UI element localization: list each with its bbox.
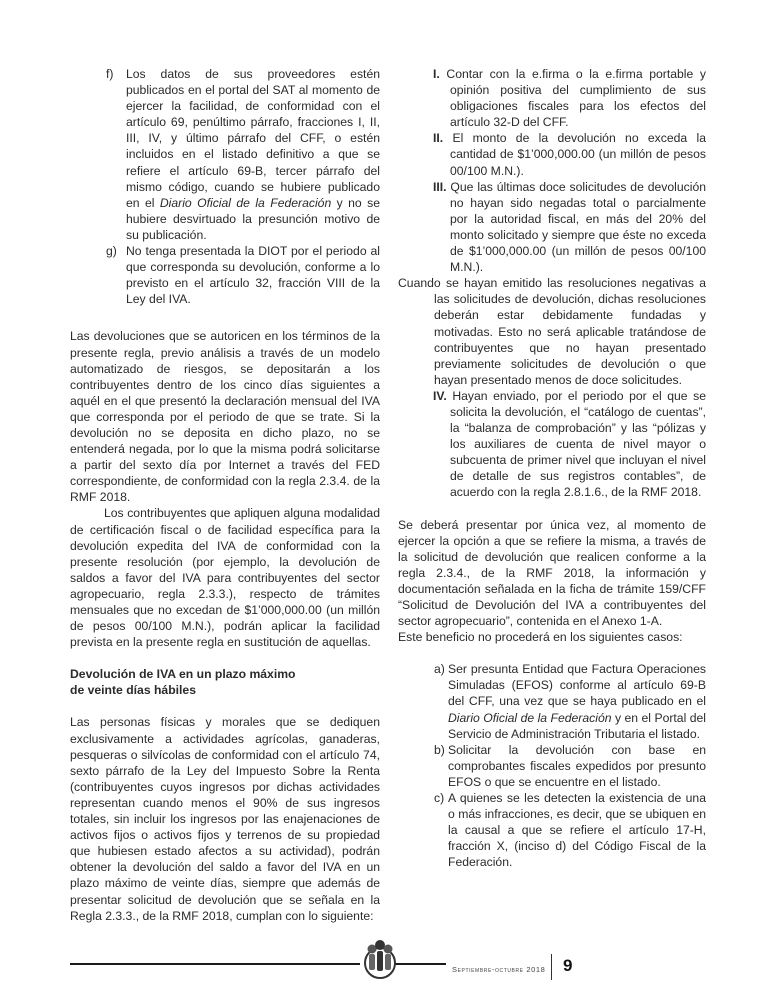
list-item-II [398,130,706,178]
list-item-c [398,790,706,870]
list-item-text: A quienes se les detecten la existencia de una o más infracciones, es decir, que se ubiquen en la causal a que se refiere el artículo 17-H, fracción X, (inciso d) del Código Fiscal de la Federación. [448,791,706,870]
list-item-text: No tenga presentada la DIOT por el periodo al que corresponda su devolución, conforme a lo previsto en el artículo 32, fracción VIII de la Ley del IVA. [126,244,380,307]
paragraph: Se deberá presentar por única vez, al momento de ejercer la opción a que se refiere la misma, a través de la solicitud de devolución que realicen conforme a la regla 2.3.4., de la RMF 2018, la información y documentación señalada en la ficha de trámite 159/CFF “Solicitud de Devolución del IVA a contribuyentes del sector agropecuario”, contenida en el Anexo 1-A. [398,517,706,629]
list-item-text: Que las últimas doce solicitudes de devolución no hayan sido negadas total o parcialmente por la autoridad fiscal, en más del 20% del monto solicitado y siempre que éste no exceda de $1’000,000.00 (un millón de pesos 00/100 M.N.). [450,179,706,275]
list-marker: g) [106,244,117,259]
list-item-text: Hayan enviado, por el periodo por el que se solicita la devolución, el “catálogo de cuentas”, la “balanza de comprobación” y las “pólizas y los auxiliares de cuenta de nivel mayor o subcuenta de primer nivel que incluyan el nivel de detalle de sus registros contables”, de acuerdo con la regla 2.8.1.6., de la RMF 2018. [450,388,706,500]
list-marker: III. [433,179,447,194]
list-item-g [70,243,380,307]
list-marker: f) [106,67,114,81]
right-column [398,66,706,871]
list-item-text: Solicitar la devolución con base en comprobantes fiscales expedidos por presunto EFOS o que se encuentre en el listado. [448,742,706,789]
section-heading: Devolución de IVA en un plazo máximo de veinte días hábiles [70,667,296,698]
footer-date: Septiembre-octubre 2018 [452,965,546,974]
list-marker: c) [434,791,445,806]
list-marker: I. [433,67,440,81]
list-item-a [398,661,706,741]
paragraph: Los contribuyentes que apliquen alguna modalidad de certificación fiscal o de facilidad específica para la devolución expedita del IVA de conformidad con la presente resolución (por ejemplo, la devolución de saldos a favor del IVA para contribuyentes del sector agropecuario, regla 2.3.3.), respecto de trámites mensuales que no excedan de $1’000,000.00 (un millón de pesos 00/100 M.N.), podrán aplicar la facilidad prevista en la presente regla en sustitución de aquellas. [70,506,380,650]
note-paragraph: Cuando se hayan emitido las resoluciones negativas a las solicitudes de devolución, dichas resoluciones deberán estar debidamente fundadas y motivadas. Esto no será aplicable tratándose de contribuyentes que no hayan presentado previamente solicitudes de devolución o que hayan presentado menos de doce solicitudes. [398,276,706,387]
left-column [70,66,380,924]
paragraph: Las devoluciones que se autoricen en los términos de la presente regla, previo análisis a través de un modelo automatizado de riesgos, se depositarán a los contribuyentes dentro de los cinco días siguientes a aquél en el que presentó la declaración mensual del IVA que corresponda por el periodo de que se trate. Si la devolución no se deposita en dicho plazo, no se entenderá negada, por lo que la misma podrá solicitarse a partir del sexto día por Internet a través del FED correspondiente, de conformidad con la regla 2.3.4. de la RMF 2018. [70,329,380,505]
list-item-text: Contar con la e.firma o la e.firma portable y opinión positiva del cumplimiento de sus obligaciones fiscales para los efectos del artículo 32-D del CFF. [446,67,706,130]
footer-separator [551,954,552,980]
list-item-text: Los datos de sus proveedores estén publicados en el portal del SAT al momento de ejercer la facilidad, de conformidad con el artículo 69, penúltimo párrafo, fracciones I, II, III, IV, y último párrafo del CFF, o estén incluidos en el listado definitivo a que se refiere el artículo 69-B, tercer párrafo del mismo código, cuando se hubiere publicado en el Diario Oficial de la Federación y no se hubiere desvirtuado la presunción motivo de su publicación. [126,67,380,242]
list-marker: b) [434,742,445,757]
list-marker: IV. [433,388,447,403]
list-item-IV [398,388,706,501]
list-item-b [398,742,706,790]
paragraph: Este beneficio no procederá en los siguientes casos: [398,630,683,645]
page-number: 9 [563,956,573,975]
list-item-III [398,179,706,276]
list-item-I [398,66,706,130]
list-item-f [70,66,380,243]
list-item-text: Ser presunta Entidad que Factura Operaciones Simuladas (EFOS) conforme al artículo 69-B del CFF, una vez que se haya publicado en el Diario Oficial de la Federación y en el Portal del Servicio de Administración Tributaria el listado. [448,662,706,741]
list-marker: II. [433,131,444,146]
list-item-text: El monto de la devolución no exceda la cantidad de $1’000,000.00 (un millón de pesos 00/100 M.N.). [450,131,706,178]
list-marker: a) [434,662,445,677]
organization-logo-icon [357,935,403,981]
paragraph: Las personas físicas y morales que se dediquen exclusivamente a actividades agrícolas, ganaderas, pesqueras o silvícolas de conformidad con el artículo 74, sexto párrafo de la Ley del Impuesto Sobre la Renta (contribuyentes cuyos ingresos por dichas actividades representan cuando menos el 90% de sus ingresos totales, sin incluir los ingresos por las enajenaciones de activos fijos o activos fijos y terrenos de su propiedad que hubiesen estado afectos a su actividad), podrán obtener la devolución del saldo a favor del IVA en un plazo máximo de veinte días, siempre que además de presentar solicitud de devolución que se señala en la Regla 2.3.3., de la RMF 2018, cumplan con lo siguiente: [70,715,380,923]
footer-rule [70,963,360,965]
